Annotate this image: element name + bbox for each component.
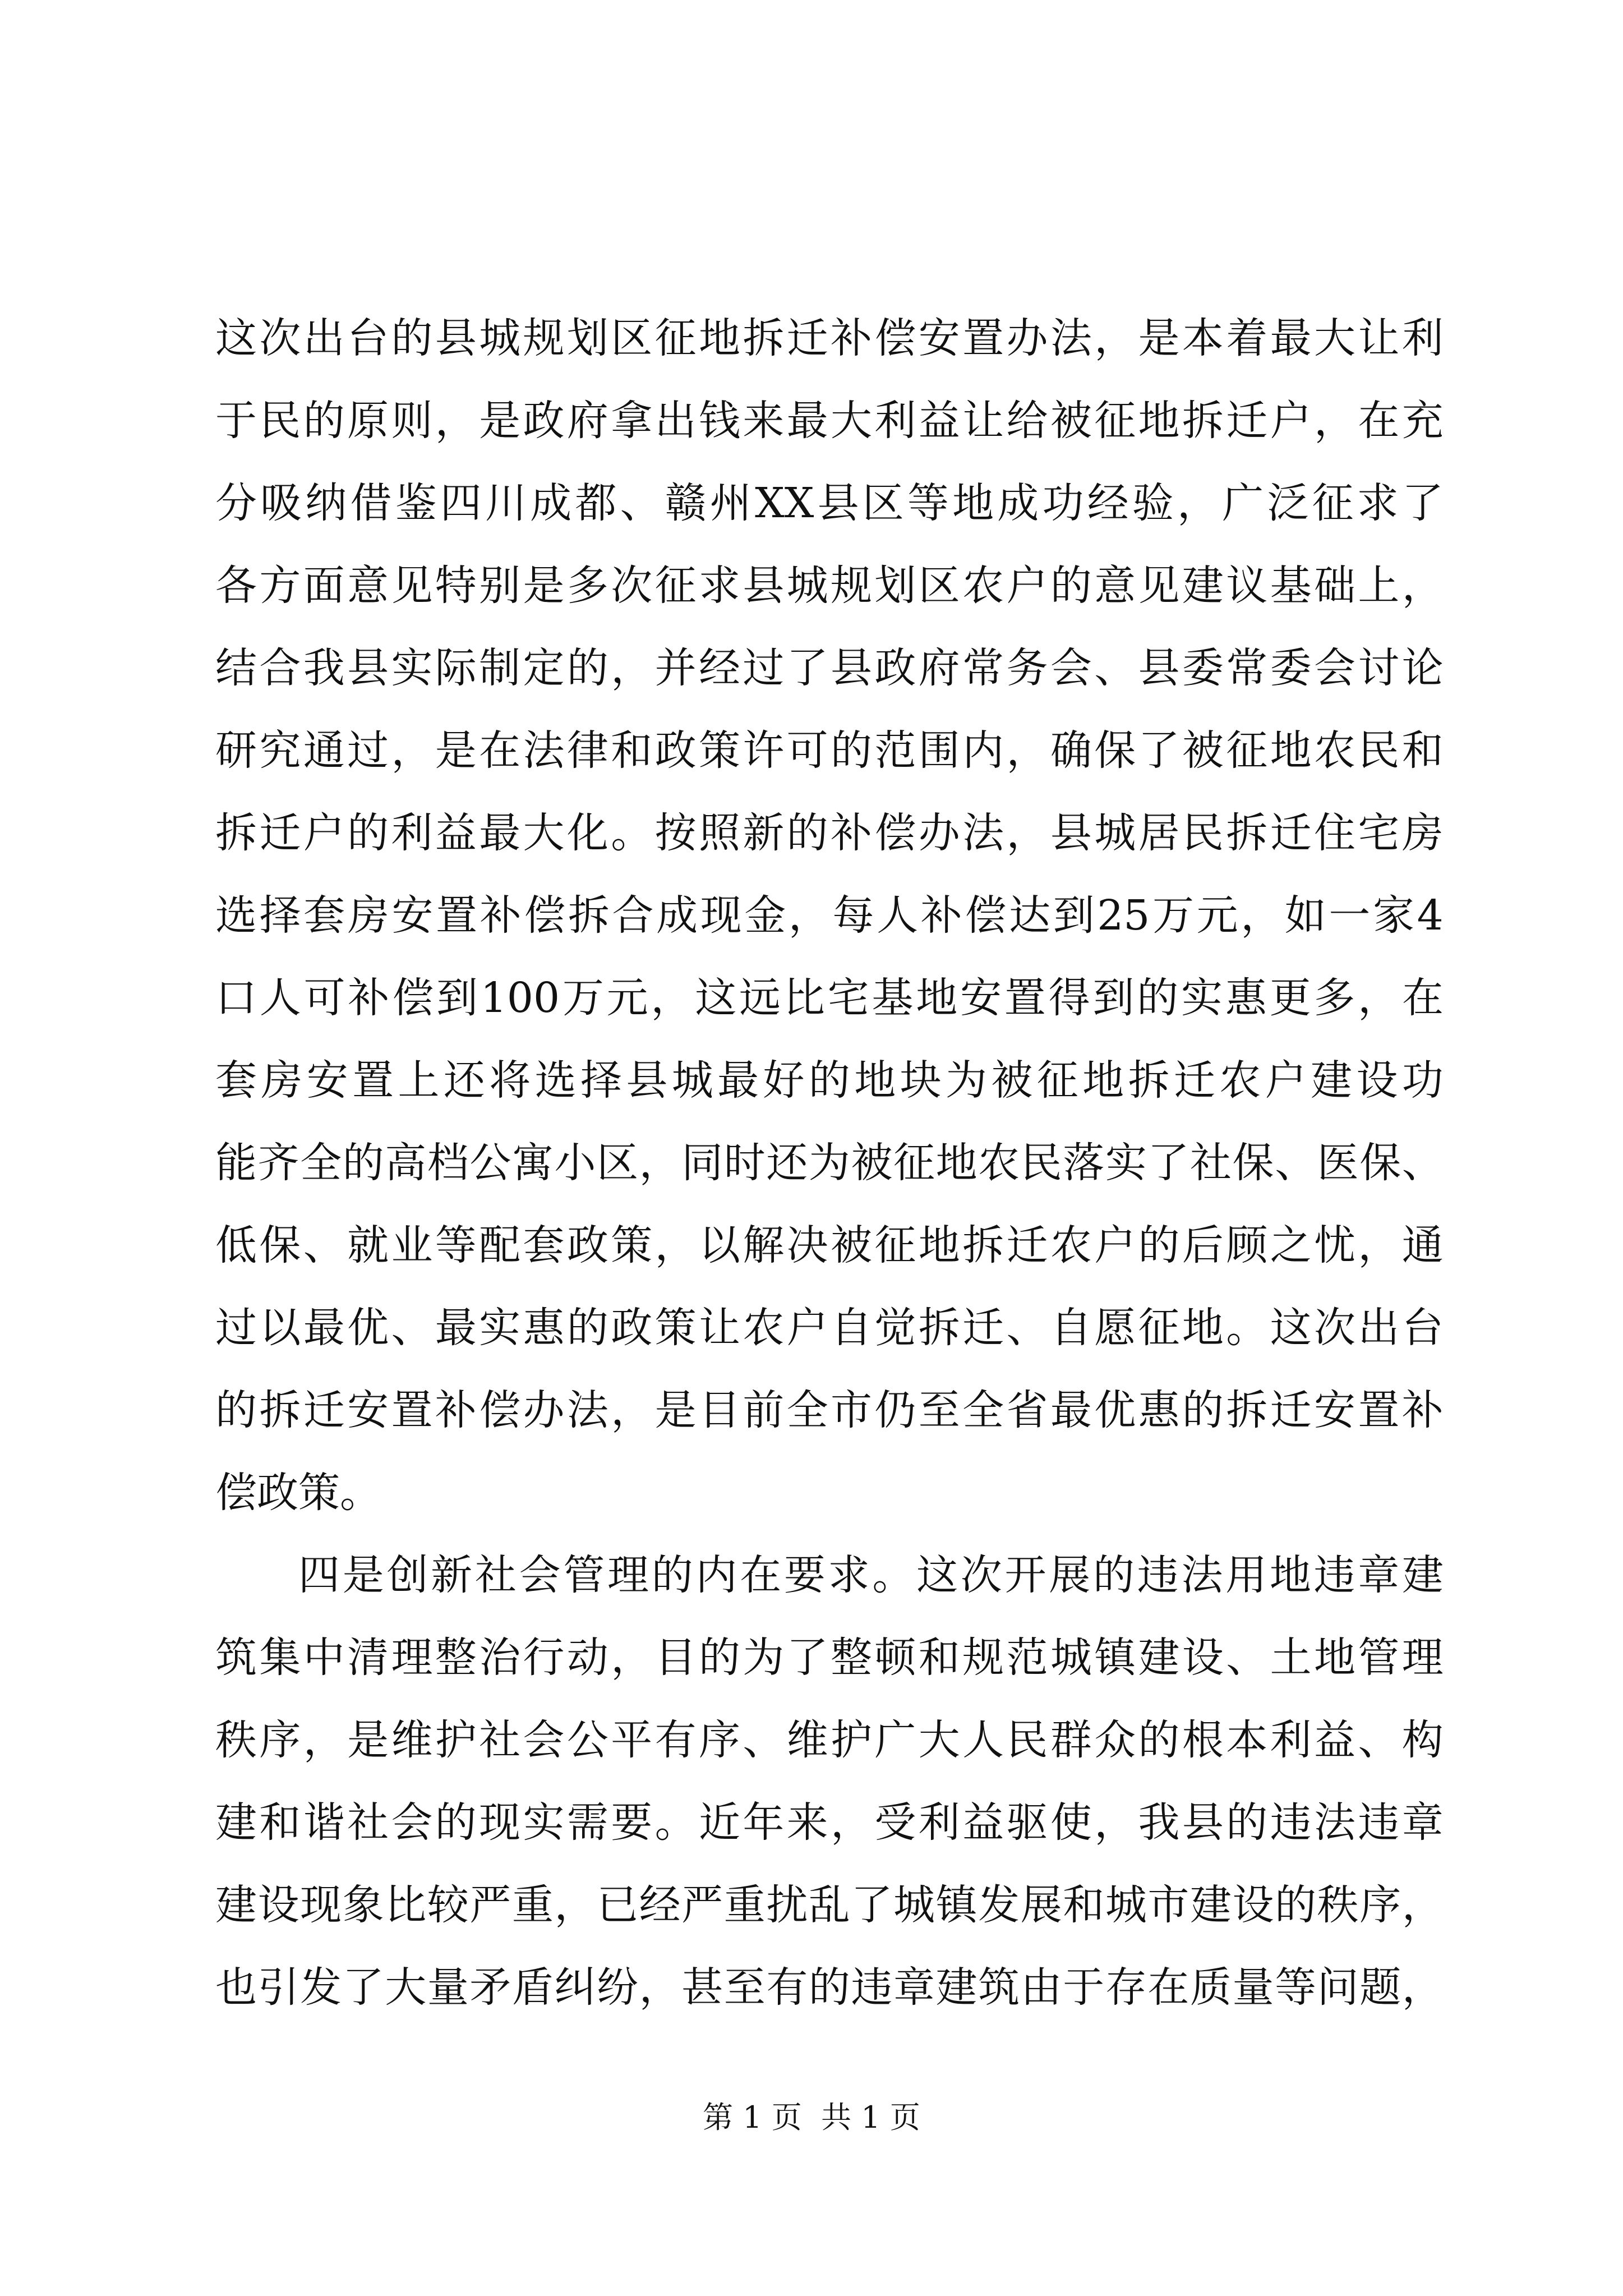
text-line: 建 设 现 象 比 较 严 重 ， 已 经 严 重 扰 乱 了 城 镇 发 展 和 城 市 建 设 的 秩 序 ， <box>215 1881 1444 1929</box>
text-line: 研 究 通 过 ， 是 在 法 律 和 政 策 许 可 的 范 围 内 ， 确 保 了 被 征 地 农 民 和 <box>215 726 1444 775</box>
page-footer: 第 1 页 共 1 页 <box>703 2100 920 2135</box>
text-line: 过 以 最 优 、 最 实 惠 的 政 策 让 农 户 自 觉 拆 迁 、 自 愿 征 地 。 这 次 出 台 <box>215 1304 1444 1352</box>
text-line: 低 保 、 就 业 等 配 套 政 策 ， 以 解 决 被 征 地 拆 迁 农 户 的 后 顾 之 忧 ， 通 <box>215 1221 1444 1269</box>
text-line: 选 择 套 房 安 置 补 偿 拆 合 成 现 金 ， 每 人 补 偿 达 到 25 万 元 ， 如 一 家 4 <box>215 891 1444 940</box>
text-line: 秩 序 ， 是 维 护 社 会 公 平 有 序 、 维 护 广 大 人 民 群 众 的 根 本 利 益 、 构 <box>215 1716 1444 1764</box>
text-line: 也 引 发 了 大 量 矛 盾 纠 纷 ， 甚 至 有 的 违 章 建 筑 由 于 存 在 质 量 等 问 题 ， <box>215 1963 1444 2012</box>
body-text <box>215 297 1444 2029</box>
text-line: 套 房 安 置 上 还 将 选 择 县 城 最 好 的 地 块 为 被 征 地 拆 迁 农 户 建 设 功 <box>215 1056 1444 1105</box>
text-line: 建 和 谐 社 会 的 现 实 需 要 。 近 年 来 ， 受 利 益 驱 使 ， 我 县 的 违 法 违 章 <box>215 1798 1444 1847</box>
text-line: 于 民 的 原 则 ， 是 政 府 拿 出 钱 来 最 大 利 益 让 给 被 征 地 拆 迁 户 ， 在 充 <box>215 397 1444 445</box>
text-line: 能 齐 全 的 高 档 公 寓 小 区 ， 同 时 还 为 被 征 地 农 民 落 实 了 社 保 、 医 保 、 <box>215 1139 1444 1187</box>
text-line: 各 方 面 意 见 特 别 是 多 次 征 求 县 城 规 划 区 农 户 的 意 见 建 议 基 础 上 ， <box>215 562 1444 610</box>
text-line: 拆 迁 户 的 利 益 最 大 化 。 按 照 新 的 补 偿 办 法 ， 县 城 居 民 拆 迁 住 宅 房 <box>215 809 1444 857</box>
paragraph-1 <box>215 297 1444 1534</box>
text-line: 的 拆 迁 安 置 补 偿 办 法 ， 是 目 前 全 市 仍 至 全 省 最 优 惠 的 拆 迁 安 置 补 <box>215 1386 1444 1434</box>
text-line: 分 吸 纳 借 鉴 四 川 成 都 、 赣 州 XX 县 区 等 地 成 功 经 验 ， 广 泛 征 求 了 <box>215 479 1444 527</box>
text-line: 筑 集 中 清 理 整 治 行 动 ， 目 的 为 了 整 顿 和 规 范 城 镇 建 设 、 土 地 管 理 <box>215 1634 1444 1682</box>
paragraph-2 <box>215 1534 1444 2029</box>
text-line: 口 人 可 补 偿 到 100 万 元 ， 这 远 比 宅 基 地 安 置 得 到 的 实 惠 更 多 ， 在 <box>215 974 1444 1022</box>
text-line: 这 次 出 台 的 县 城 规 划 区 征 地 拆 迁 补 偿 安 置 办 法 ， 是 本 着 最 大 让 利 <box>215 314 1444 362</box>
text-line: 偿政策。 <box>215 1469 381 1517</box>
text-line: 结 合 我 县 实 际 制 定 的 ， 并 经 过 了 县 政 府 常 务 会 、 县 委 常 委 会 讨 论 <box>215 644 1444 692</box>
text-line: 四 是 创 新 社 会 管 理 的 内 在 要 求 。 这 次 开 展 的 违 法 用 地 违 章 建 <box>298 1551 1444 1599</box>
